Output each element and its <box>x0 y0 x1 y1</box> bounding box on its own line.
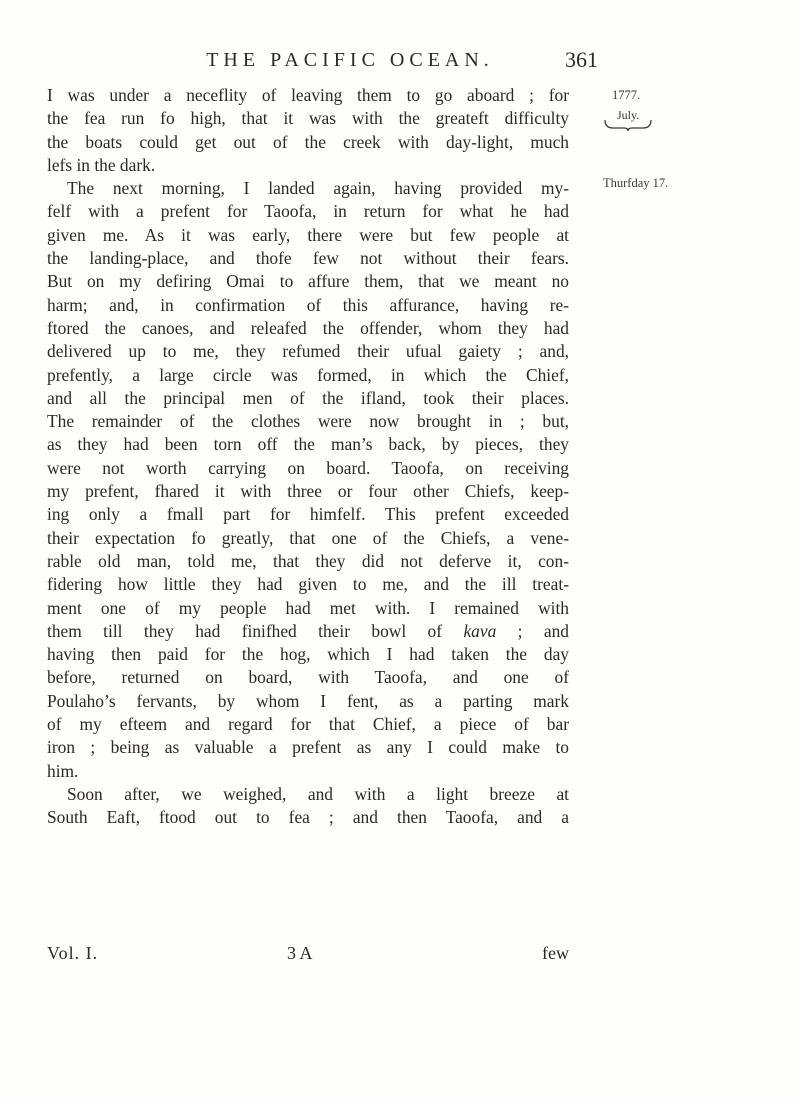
text-line: Soon after, we weighed, and with a light breeze at <box>67 783 569 804</box>
text-line: ftored the canoes, and releafed the offender, whom they had <box>47 317 569 338</box>
text-line: as they had been torn off the man’s back, by pieces, they <box>47 434 569 455</box>
text-segment: ; and <box>496 620 569 641</box>
text-line: were not worth carrying on board. Taoofa, on receiving <box>47 457 569 478</box>
text-line: ing only a fmall part for himfelf. This prefent exceeded <box>47 504 569 525</box>
page-footer <box>47 943 569 967</box>
text-line: But on my defiring Omai to affure them, that we meant no <box>47 271 569 292</box>
text-line: ment one of my people had met with. I remained with <box>47 597 569 618</box>
margin-note-month: July. <box>617 108 640 122</box>
text-line: him. <box>47 760 79 781</box>
text-line: The remainder of the clothes were now brought in ; but, <box>47 411 569 432</box>
running-head: THE PACIFIC OCEAN. <box>206 49 494 71</box>
text-line: of my efteem and regard for that Chief, a piece of bar <box>47 714 569 735</box>
catchword: few <box>542 943 569 963</box>
text-line: and all the principal men of the ifland, took their places. <box>47 387 569 408</box>
text-line: having then paid for the hog, which I had taken the day <box>47 644 569 665</box>
text-line: the landing-place, and thofe few not without their fears. <box>47 248 569 269</box>
text-line: The next morning, I landed again, having provided my- <box>67 178 569 199</box>
text-line: South Eaft, ftood out to fea ; and then Taoofa, and a <box>47 807 569 828</box>
margin-brace-icon <box>603 118 653 132</box>
text-line: fidering how little they had given to me, and the ill treat- <box>47 574 569 595</box>
margin-note-year: 1777. <box>612 88 641 102</box>
text-line: the boats could get out of the creek with day-light, much <box>47 131 569 152</box>
signature-mark: 3 A <box>287 943 313 963</box>
text-line: before, returned on board, with Taoofa, and one of <box>47 667 569 688</box>
text-line: delivered up to me, they refumed their ufual gaiety ; and, <box>47 341 569 362</box>
text-line: lefs in the dark. <box>47 154 156 175</box>
text-segment: them till they had finifhed their bowl of <box>47 620 443 641</box>
italic-word: kava <box>463 620 497 641</box>
text-line: Poulaho’s fervants, by whom I fent, as a parting mark <box>47 690 569 711</box>
text-line: I was under a neceflity of leaving them to go aboard ; for <box>47 85 569 105</box>
volume-label: Vol. I. <box>47 943 99 963</box>
text-line: my prefent, fhared it with three or four other Chiefs, keep- <box>47 481 569 502</box>
margin-note-day: Thurfday 17. <box>603 176 669 190</box>
text-line: their expectation fo greatly, that one of the Chiefs, a vene- <box>47 527 569 548</box>
text-line: iron ; being as valuable a prefent as any I could make to <box>47 737 569 758</box>
text-line: the fea run fo high, that it was with the greateft difficulty <box>47 108 569 129</box>
text-line: given me. As it was early, there were but few people at <box>47 224 569 245</box>
page-number: 361 <box>565 47 598 72</box>
text-line: felf with a prefent for Taoofa, in return for what he had <box>47 201 569 222</box>
text-line: harm; and, in confirmation of this affurance, having re- <box>47 294 569 315</box>
text-line: prefently, a large circle was formed, in which the Chief, <box>47 364 569 385</box>
text-line-with-italic <box>47 620 569 643</box>
text-line: rable old man, told me, that they did not deferve it, con- <box>47 550 569 571</box>
body-text <box>47 84 569 830</box>
